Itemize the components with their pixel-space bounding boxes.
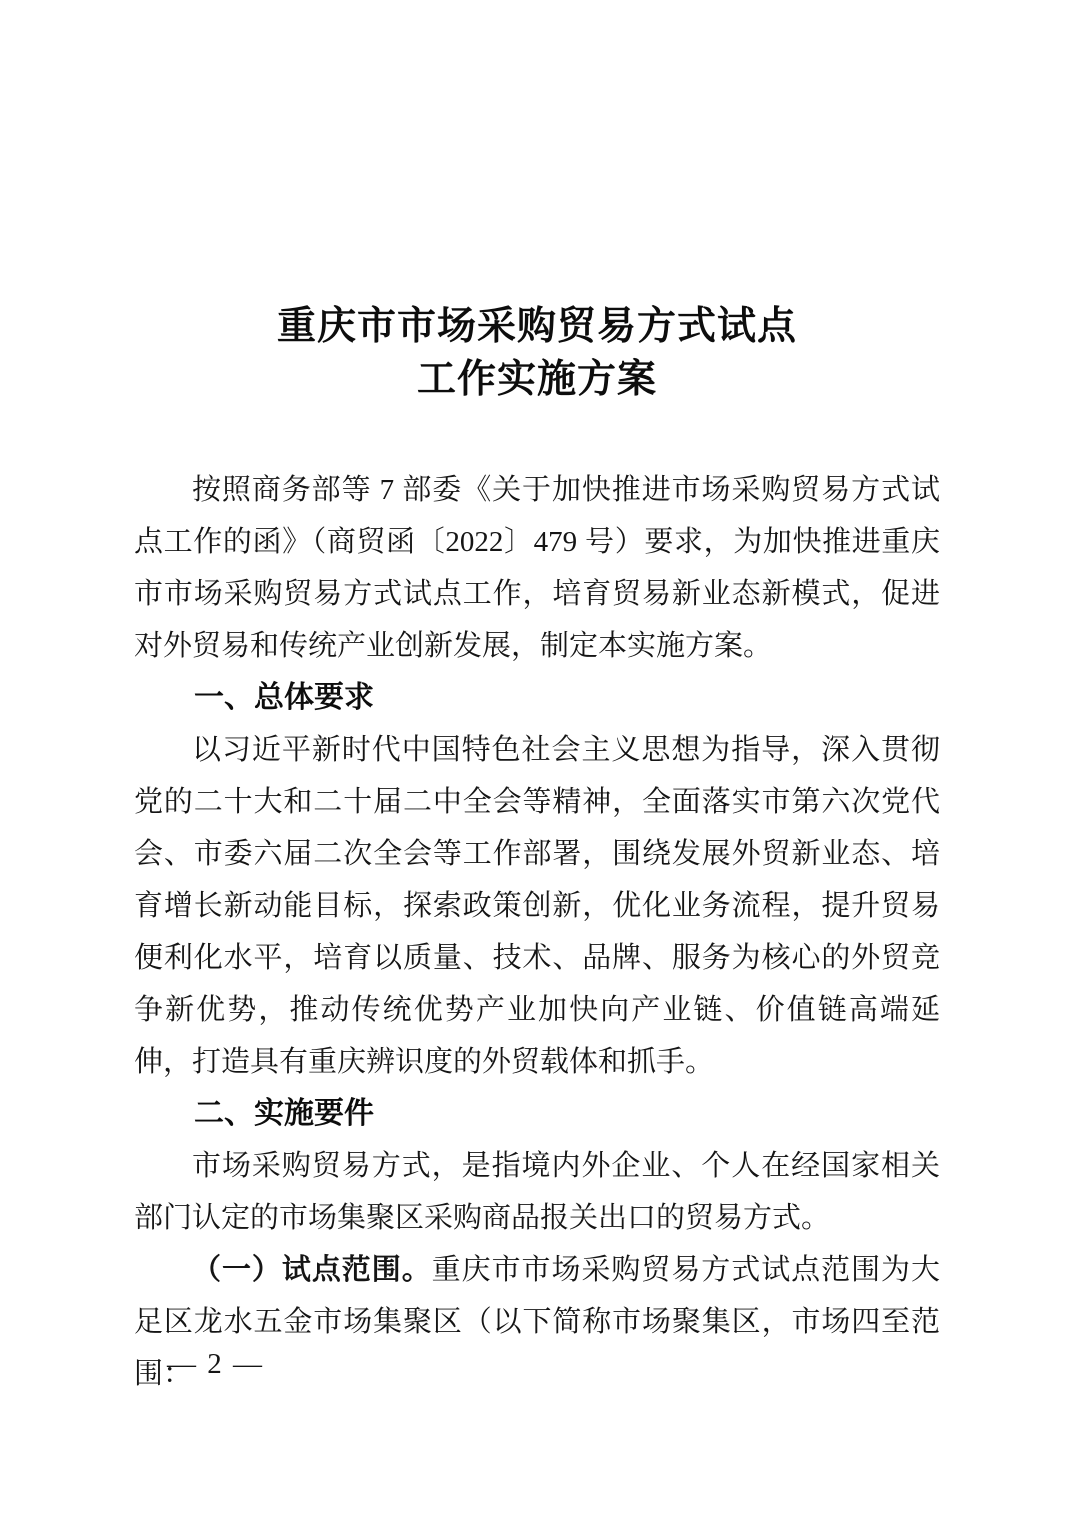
item1-lead-label: （一）试点范围。	[192, 1254, 432, 1286]
page-number: — 2 —	[167, 1348, 264, 1380]
title-line-2: 工作实施方案	[416, 358, 657, 401]
document-body	[134, 464, 940, 1400]
title-line-1: 重庆市市场采购贸易方式试点	[276, 305, 797, 348]
section-heading-1: 一、总体要求	[194, 681, 374, 714]
paragraph-intro: 按照商务部等 7 部委《关于加快推进市场采购贸易方式试点工作的函》（商贸函〔2022〕479 号）要求，为加快推进重庆市市场采购贸易方式试点工作，培育贸易新业态新模式，促进对外贸易和传统产业创新发展，制定本实施方案。	[134, 474, 940, 662]
item1-body-text: 重庆市市场采购贸易方式试点范围为大足区龙水五金市场集聚区（以下简称市场聚集区，市场四至范围：	[134, 1254, 940, 1390]
paragraph-section1: 以习近平新时代中国特色社会主义思想为指导，深入贯彻党的二十大和二十届二中全会等精神，全面落实市第六次党代会、市委六届二次全会等工作部署，围绕发展外贸新业态、培育增长新动能目标，探索政策创新，优化业务流程，提升贸易便利化水平，培育以质量、技术、品牌、服务为核心的外贸竞争新优势，推动传统优势产业加快向产业链、价值链高端延伸，打造具有重庆辨识度的外贸载体和抓手。	[134, 734, 940, 1078]
section-heading-2: 二、实施要件	[194, 1097, 374, 1130]
paragraph-section2: 市场采购贸易方式，是指境内外企业、个人在经国家相关部门认定的市场集聚区采购商品报关出口的贸易方式。	[134, 1150, 940, 1234]
document-title	[0, 0, 1074, 406]
